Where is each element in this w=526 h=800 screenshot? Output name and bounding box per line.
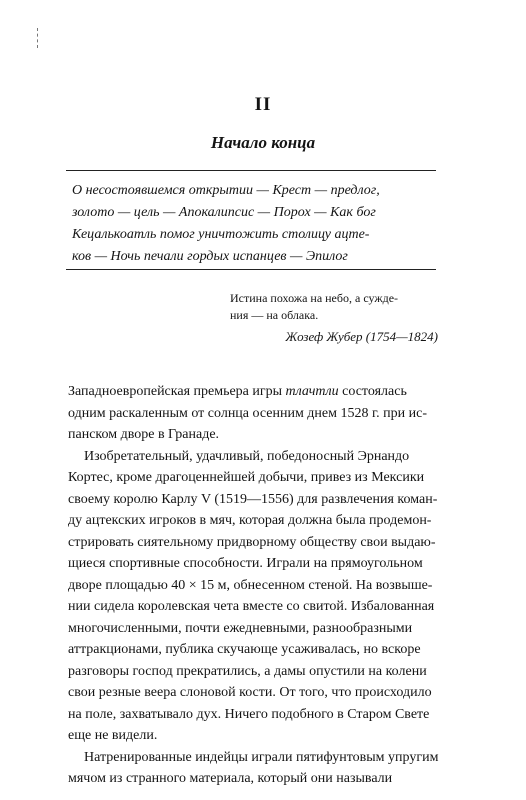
- paragraph-line: дворе площадью 40 × 15 м, обнесенном стеной. На возвыше-: [68, 577, 433, 593]
- paragraph-line: Кортес, кроме драгоценнейшей добычи, привез из Мексики: [68, 470, 425, 485]
- contents-line: О несостоявшемся открытии — Крест — предлог,: [72, 183, 380, 198]
- paragraph-line: свои резные веера слоновой кости. От того, что происходило: [68, 685, 432, 700]
- paragraph-line: аттракционами, публика скучающе усаживалась, но вскоре: [68, 642, 421, 657]
- paragraph-line: панском дворе в Гранаде.: [68, 427, 220, 442]
- chapter-number: II: [254, 94, 272, 115]
- chapter-title: Начало конца: [210, 133, 316, 152]
- text-segment: состоялась: [338, 384, 407, 399]
- contents-line: Кецалькоатль помог уничтожить столицу ацте-: [72, 227, 370, 242]
- paragraph-line: мячом из странного материала, который они называли: [68, 771, 393, 786]
- paragraph-line: на поле, захватывало дух. Ничего подобного в Старом Свете: [68, 706, 430, 722]
- paragraph-line: многочисленными, почти ежедневными, разнообразными: [68, 620, 413, 636]
- paragraph-line: щиеся спортивные способности. Играли на прямоугольном: [68, 556, 423, 571]
- paragraph-line: [68, 381, 444, 403]
- contents-line: золото — цель — Апокалипсис — Порох — Как бог: [72, 205, 376, 220]
- body-text: [68, 381, 444, 790]
- epigraph-line: ния — на облака.: [230, 308, 319, 322]
- epigraph-author: Жозеф Жубер (1754—1824): [285, 329, 438, 344]
- paragraph-line: Натренированные индейцы играли пятифунтовым упругим: [84, 749, 439, 765]
- paragraph-line: разговоры господ прекратились, а дамы опустили на колени: [68, 663, 427, 679]
- emphasized-word: тлачтли: [285, 384, 339, 399]
- margin-mark: [37, 28, 39, 48]
- paragraph-line: одним раскаленным от солнца осенним днем 1528 г. при ис-: [68, 405, 428, 421]
- paragraph-line: своему королю Карлу V (1519—1556) для развлечения коман-: [68, 491, 438, 507]
- bottom-rule: [66, 269, 436, 270]
- epigraph-line: Истина похожа на небо, а сужде-: [230, 291, 399, 305]
- paragraph-line: Изобретательный, удачливый, победоносный Эрнандо: [84, 448, 410, 464]
- paragraph-line: нии сидела королевская чета вместе со свитой. Избалованная: [68, 599, 435, 614]
- top-rule: [66, 170, 436, 171]
- epigraph: [230, 290, 440, 324]
- paragraph-line: стрировать сиятельному придворному обществу свои выдаю-: [68, 534, 436, 550]
- paragraph-line: ду ацтекских игроков в мяч, которая должна была продемон-: [68, 513, 432, 528]
- chapter-contents: [72, 180, 434, 268]
- contents-line: ков — Ночь печали гордых испанцев — Эпилог: [72, 249, 348, 264]
- text-segment: Западноевропейская премьера игры: [68, 384, 286, 399]
- paragraph-line: еще не видели.: [68, 728, 158, 743]
